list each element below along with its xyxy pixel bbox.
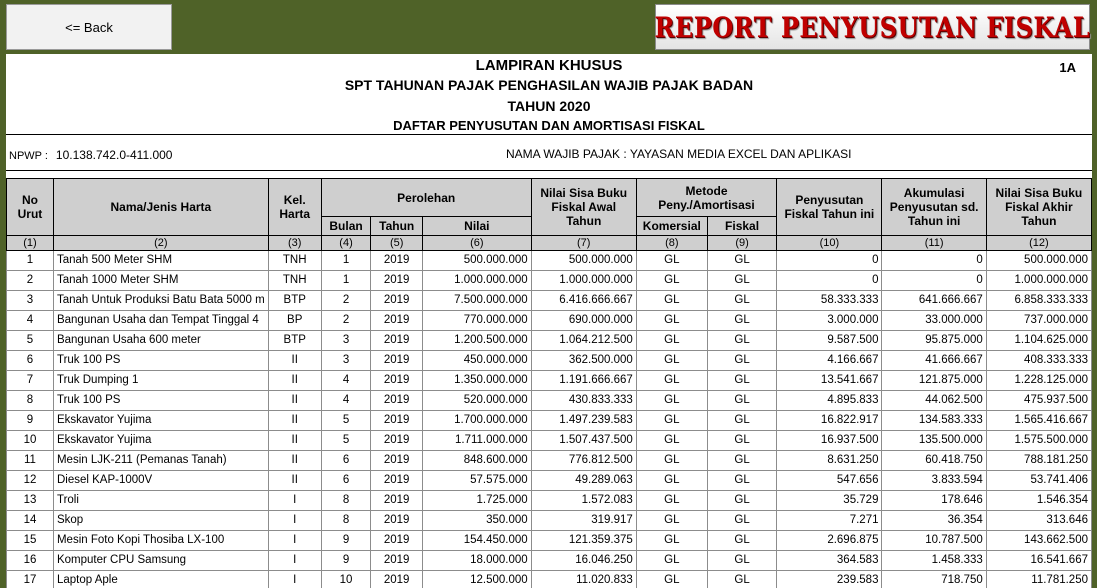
cell-bulan[interactable]: 5 bbox=[321, 431, 371, 451]
table-row bbox=[7, 471, 1092, 491]
report-title: REPORT PENYUSUTAN FISKAL bbox=[654, 10, 1091, 44]
cell-komersial[interactable]: GL bbox=[636, 251, 707, 271]
cell-komersial[interactable]: GL bbox=[636, 291, 707, 311]
cell-nilai[interactable]: 1.700.000.000 bbox=[423, 411, 532, 431]
cell-nama[interactable]: Truk 100 PS bbox=[53, 351, 268, 371]
cell-nama[interactable]: Tanah 1000 Meter SHM bbox=[53, 271, 268, 291]
col-kel-harta: Kel. Harta bbox=[268, 179, 321, 236]
document-header bbox=[6, 54, 1092, 135]
cell-no[interactable]: 3 bbox=[7, 291, 54, 311]
cell-kel[interactable]: BTP bbox=[268, 291, 321, 311]
cell-fiskal[interactable]: GL bbox=[707, 411, 776, 431]
col-komersial: Komersial bbox=[636, 217, 707, 236]
report-title-banner bbox=[655, 4, 1090, 50]
cell-kel[interactable]: BP bbox=[268, 311, 321, 331]
cell-sisa-akhir[interactable]: 53.741.406 bbox=[986, 471, 1091, 491]
col-sisa-awal: Nilai Sisa Buku Fiskal Awal Tahun bbox=[531, 179, 636, 236]
cell-tahun[interactable]: 2019 bbox=[371, 571, 423, 588]
col-sisa-akhir: Nilai Sisa Buku Fiskal Akhir Tahun bbox=[986, 179, 1091, 236]
cell-sisa-akhir[interactable]: 788.181.250 bbox=[986, 451, 1091, 471]
cell-nama[interactable]: Mesin LJK-211 (Pemanas Tanah) bbox=[53, 451, 268, 471]
col-metode: Metode Peny./Amortisasi bbox=[636, 179, 776, 217]
cell-tahun[interactable]: 2019 bbox=[371, 291, 423, 311]
cell-nilai[interactable]: 1.200.500.000 bbox=[423, 331, 532, 351]
col-bulan: Bulan bbox=[321, 217, 371, 236]
header-line-4: DAFTAR PENYUSUTAN DAN AMORTISASI FISKAL bbox=[393, 118, 705, 133]
cell-fiskal[interactable]: GL bbox=[707, 471, 776, 491]
cell-nilai[interactable]: 1.350.000.000 bbox=[423, 371, 532, 391]
back-button[interactable]: <= Back bbox=[6, 4, 172, 50]
cell-komersial[interactable]: GL bbox=[636, 491, 707, 511]
cell-nama[interactable]: Bangunan Usaha dan Tempat Tinggal 4 bbox=[53, 311, 268, 331]
cell-sisa-akhir[interactable]: 1.546.354 bbox=[986, 491, 1091, 511]
cell-nama[interactable]: Troli bbox=[53, 491, 268, 511]
cell-bulan[interactable]: 2 bbox=[321, 291, 371, 311]
cell-fiskal[interactable]: GL bbox=[707, 391, 776, 411]
cell-bulan[interactable]: 1 bbox=[321, 271, 371, 291]
cell-fiskal[interactable]: GL bbox=[707, 511, 776, 531]
header-line-2: SPT TAHUNAN PAJAK PENGHASILAN WAJIB PAJAK BADAN bbox=[344, 77, 754, 93]
cell-tahun[interactable]: 2019 bbox=[371, 411, 423, 431]
cell-komersial[interactable]: GL bbox=[636, 451, 707, 471]
cell-tahun[interactable]: 2019 bbox=[371, 371, 423, 391]
cell-kel[interactable]: TNH bbox=[268, 271, 321, 291]
cell-fiskal[interactable]: GL bbox=[707, 431, 776, 451]
cell-no[interactable]: 1 bbox=[7, 251, 54, 271]
cell-no[interactable]: 7 bbox=[7, 371, 54, 391]
col-penyusutan: Penyusutan Fiskal Tahun ini bbox=[777, 179, 882, 236]
cell-nama[interactable]: Komputer CPU Samsung bbox=[53, 551, 268, 571]
cell-bulan[interactable]: 5 bbox=[321, 411, 371, 431]
cell-komersial[interactable]: GL bbox=[636, 531, 707, 551]
table-row bbox=[7, 431, 1092, 451]
cell-tahun[interactable]: 2019 bbox=[371, 491, 423, 511]
cell-penyusutan[interactable]: 239.583 bbox=[777, 571, 882, 588]
cell-no[interactable]: 12 bbox=[7, 471, 54, 491]
header-line-1: LAMPIRAN KHUSUS bbox=[475, 57, 623, 74]
cell-penyusutan[interactable]: 0 bbox=[777, 251, 882, 271]
cell-akumulasi[interactable]: 3.833.594 bbox=[882, 471, 986, 491]
cell-kel[interactable]: I bbox=[268, 531, 321, 551]
cell-tahun[interactable]: 2019 bbox=[371, 531, 423, 551]
cell-akumulasi[interactable]: 718.750 bbox=[882, 571, 986, 588]
table-row bbox=[7, 491, 1092, 511]
cell-penyusutan[interactable]: 4.166.667 bbox=[777, 351, 882, 371]
cell-nama[interactable]: Skop bbox=[53, 511, 268, 531]
col-akumulasi: Akumulasi Penyusutan sd. Tahun ini bbox=[882, 179, 986, 236]
cell-penyusutan[interactable]: 13.541.667 bbox=[777, 371, 882, 391]
cell-kel[interactable]: I bbox=[268, 491, 321, 511]
cell-nama[interactable]: Ekskavator Yujima bbox=[53, 431, 268, 451]
npwp-value: 10.138.742.0-411.000 bbox=[55, 148, 173, 162]
cell-sisa-akhir[interactable]: 408.333.333 bbox=[986, 351, 1091, 371]
cell-nilai[interactable]: 450.000.000 bbox=[423, 351, 532, 371]
cell-komersial[interactable]: GL bbox=[636, 351, 707, 371]
cell-akumulasi[interactable]: 1.458.333 bbox=[882, 551, 986, 571]
cell-sisa-awal[interactable]: 1.000.000.000 bbox=[531, 271, 636, 291]
cell-komersial[interactable]: GL bbox=[636, 391, 707, 411]
cell-nilai[interactable]: 18.000.000 bbox=[423, 551, 532, 571]
cell-no[interactable]: 10 bbox=[7, 431, 54, 451]
cell-nilai[interactable]: 12.500.000 bbox=[423, 571, 532, 588]
cell-nama[interactable]: Tanah 500 Meter SHM bbox=[53, 251, 268, 271]
cell-no[interactable]: 14 bbox=[7, 511, 54, 531]
cell-sisa-awal[interactable]: 776.812.500 bbox=[531, 451, 636, 471]
cell-sisa-awal[interactable]: 1.191.666.667 bbox=[531, 371, 636, 391]
cell-nama[interactable]: Truk 100 PS bbox=[53, 391, 268, 411]
cell-kel[interactable]: II bbox=[268, 391, 321, 411]
cell-nama[interactable]: Mesin Foto Kopi Thosiba LX-100 bbox=[53, 531, 268, 551]
cell-nilai[interactable]: 520.000.000 bbox=[423, 391, 532, 411]
col-tahun: Tahun bbox=[371, 217, 423, 236]
table-body bbox=[7, 251, 1092, 588]
cell-penyusutan[interactable]: 364.583 bbox=[777, 551, 882, 571]
cell-sisa-akhir[interactable]: 1.565.416.667 bbox=[986, 411, 1091, 431]
cell-akumulasi[interactable]: 60.418.750 bbox=[882, 451, 986, 471]
cell-nama[interactable]: Truk Dumping 1 bbox=[53, 371, 268, 391]
column-number: (9) bbox=[707, 236, 776, 251]
cell-komersial[interactable]: GL bbox=[636, 411, 707, 431]
cell-fiskal[interactable]: GL bbox=[707, 371, 776, 391]
cell-sisa-akhir[interactable]: 1.575.500.000 bbox=[986, 431, 1091, 451]
column-number: (6) bbox=[423, 236, 532, 251]
cell-nilai[interactable]: 57.575.000 bbox=[423, 471, 532, 491]
cell-kel[interactable]: II bbox=[268, 351, 321, 371]
table-row bbox=[7, 271, 1092, 291]
cell-bulan[interactable]: 6 bbox=[321, 451, 371, 471]
cell-fiskal[interactable]: GL bbox=[707, 551, 776, 571]
cell-sisa-akhir[interactable]: 1.104.625.000 bbox=[986, 331, 1091, 351]
cell-kel[interactable]: II bbox=[268, 451, 321, 471]
cell-sisa-awal[interactable]: 1.064.212.500 bbox=[531, 331, 636, 351]
cell-fiskal[interactable]: GL bbox=[707, 311, 776, 331]
table-row bbox=[7, 371, 1092, 391]
cell-sisa-awal[interactable]: 430.833.333 bbox=[531, 391, 636, 411]
cell-no[interactable]: 16 bbox=[7, 551, 54, 571]
cell-fiskal[interactable]: GL bbox=[707, 271, 776, 291]
cell-fiskal[interactable]: GL bbox=[707, 351, 776, 371]
column-number: (10) bbox=[777, 236, 882, 251]
table-row bbox=[7, 511, 1092, 531]
cell-tahun[interactable]: 2019 bbox=[371, 271, 423, 291]
cell-no[interactable]: 9 bbox=[7, 411, 54, 431]
cell-tahun[interactable]: 2019 bbox=[371, 511, 423, 531]
cell-kel[interactable]: II bbox=[268, 371, 321, 391]
cell-tahun[interactable]: 2019 bbox=[371, 391, 423, 411]
cell-tahun[interactable]: 2019 bbox=[371, 451, 423, 471]
column-number: (2) bbox=[53, 236, 268, 251]
cell-fiskal[interactable]: GL bbox=[707, 531, 776, 551]
cell-penyusutan[interactable]: 8.631.250 bbox=[777, 451, 882, 471]
cell-nilai[interactable]: 1.725.000 bbox=[423, 491, 532, 511]
cell-sisa-awal[interactable]: 1.572.083 bbox=[531, 491, 636, 511]
cell-akumulasi[interactable]: 44.062.500 bbox=[882, 391, 986, 411]
cell-tahun[interactable]: 2019 bbox=[371, 251, 423, 271]
cell-akumulasi[interactable]: 33.000.000 bbox=[882, 311, 986, 331]
col-fiskal: Fiskal bbox=[707, 217, 776, 236]
cell-penyusutan[interactable]: 547.656 bbox=[777, 471, 882, 491]
cell-penyusutan[interactable]: 35.729 bbox=[777, 491, 882, 511]
column-number: (1) bbox=[7, 236, 54, 251]
column-number: (11) bbox=[882, 236, 986, 251]
table-row bbox=[7, 311, 1092, 331]
cell-penyusutan[interactable]: 58.333.333 bbox=[777, 291, 882, 311]
cell-nama[interactable]: Diesel KAP-1000V bbox=[53, 471, 268, 491]
cell-penyusutan[interactable]: 3.000.000 bbox=[777, 311, 882, 331]
spreadsheet[interactable] bbox=[6, 54, 1092, 588]
table-row bbox=[7, 571, 1092, 588]
cell-penyusutan[interactable]: 2.696.875 bbox=[777, 531, 882, 551]
cell-tahun[interactable]: 2019 bbox=[371, 471, 423, 491]
table-row bbox=[7, 331, 1092, 351]
table-row bbox=[7, 251, 1092, 271]
col-nama-harta: Nama/Jenis Harta bbox=[53, 179, 268, 236]
cell-nilai[interactable]: 848.600.000 bbox=[423, 451, 532, 471]
column-number: (5) bbox=[371, 236, 423, 251]
cell-sisa-akhir[interactable]: 737.000.000 bbox=[986, 311, 1091, 331]
cell-sisa-awal[interactable]: 690.000.000 bbox=[531, 311, 636, 331]
cell-akumulasi[interactable]: 0 bbox=[882, 251, 986, 271]
cell-fiskal[interactable]: GL bbox=[707, 451, 776, 471]
cell-sisa-awal[interactable]: 319.917 bbox=[531, 511, 636, 531]
cell-no[interactable]: 11 bbox=[7, 451, 54, 471]
column-number: (7) bbox=[531, 236, 636, 251]
cell-penyusutan[interactable]: 16.822.917 bbox=[777, 411, 882, 431]
cell-akumulasi[interactable]: 36.354 bbox=[882, 511, 986, 531]
cell-penyusutan[interactable]: 7.271 bbox=[777, 511, 882, 531]
taxpayer-label: NAMA WAJIB PAJAK : bbox=[506, 147, 627, 161]
cell-kel[interactable]: II bbox=[268, 471, 321, 491]
cell-komersial[interactable]: GL bbox=[636, 471, 707, 491]
cell-sisa-akhir[interactable]: 16.541.667 bbox=[986, 551, 1091, 571]
cell-fiskal[interactable]: GL bbox=[707, 491, 776, 511]
table-row bbox=[7, 451, 1092, 471]
cell-tahun[interactable]: 2019 bbox=[371, 331, 423, 351]
column-number-row bbox=[7, 236, 1092, 251]
cell-nilai[interactable]: 500.000.000 bbox=[423, 251, 532, 271]
cell-nama[interactable]: Ekskavator Yujima bbox=[53, 411, 268, 431]
cell-akumulasi[interactable]: 134.583.333 bbox=[882, 411, 986, 431]
cell-akumulasi[interactable]: 95.875.000 bbox=[882, 331, 986, 351]
cell-bulan[interactable]: 1 bbox=[321, 251, 371, 271]
cell-nilai[interactable]: 1.000.000.000 bbox=[423, 271, 532, 291]
cell-sisa-akhir[interactable]: 6.858.333.333 bbox=[986, 291, 1091, 311]
table-row bbox=[7, 411, 1092, 431]
cell-no[interactable]: 15 bbox=[7, 531, 54, 551]
cell-sisa-akhir[interactable]: 1.000.000.000 bbox=[986, 271, 1091, 291]
cell-komersial[interactable]: GL bbox=[636, 331, 707, 351]
form-code: 1A bbox=[1059, 60, 1076, 75]
cell-komersial[interactable]: GL bbox=[636, 571, 707, 588]
cell-no[interactable]: 4 bbox=[7, 311, 54, 331]
cell-nama[interactable]: Laptop Aple bbox=[53, 571, 268, 588]
cell-kel[interactable]: II bbox=[268, 431, 321, 451]
cell-nilai[interactable]: 7.500.000.000 bbox=[423, 291, 532, 311]
cell-tahun[interactable]: 2019 bbox=[371, 351, 423, 371]
col-nilai: Nilai bbox=[423, 217, 532, 236]
cell-bulan[interactable]: 9 bbox=[321, 551, 371, 571]
cell-tahun[interactable]: 2019 bbox=[371, 431, 423, 451]
cell-komersial[interactable]: GL bbox=[636, 551, 707, 571]
cell-akumulasi[interactable]: 121.875.000 bbox=[882, 371, 986, 391]
column-number: (12) bbox=[986, 236, 1091, 251]
cell-akumulasi[interactable]: 135.500.000 bbox=[882, 431, 986, 451]
taxpayer-info-row bbox=[6, 134, 1092, 171]
cell-fiskal[interactable]: GL bbox=[707, 571, 776, 588]
cell-tahun[interactable]: 2019 bbox=[371, 311, 423, 331]
cell-nilai[interactable]: 154.450.000 bbox=[423, 531, 532, 551]
cell-bulan[interactable]: 10 bbox=[321, 571, 371, 588]
cell-bulan[interactable]: 8 bbox=[321, 511, 371, 531]
cell-bulan[interactable]: 3 bbox=[321, 331, 371, 351]
cell-fiskal[interactable]: GL bbox=[707, 331, 776, 351]
col-perolehan: Perolehan bbox=[321, 179, 531, 217]
cell-sisa-akhir[interactable]: 143.662.500 bbox=[986, 531, 1091, 551]
cell-nama[interactable]: Tanah Untuk Produksi Batu Bata 5000 m bbox=[53, 291, 268, 311]
cell-no[interactable]: 8 bbox=[7, 391, 54, 411]
column-number: (4) bbox=[321, 236, 371, 251]
taxpayer-name: YAYASAN MEDIA EXCEL DAN APLIKASI bbox=[629, 147, 852, 161]
cell-bulan[interactable]: 6 bbox=[321, 471, 371, 491]
cell-sisa-akhir[interactable]: 11.781.250 bbox=[986, 571, 1091, 588]
cell-komersial[interactable]: GL bbox=[636, 271, 707, 291]
cell-kel[interactable]: I bbox=[268, 571, 321, 588]
col-no-urut: No Urut bbox=[7, 179, 54, 236]
cell-komersial[interactable]: GL bbox=[636, 311, 707, 331]
cell-no[interactable]: 5 bbox=[7, 331, 54, 351]
cell-nilai[interactable]: 770.000.000 bbox=[423, 311, 532, 331]
header-line-3: TAHUN 2020 bbox=[507, 98, 591, 114]
cell-kel[interactable]: II bbox=[268, 411, 321, 431]
cell-bulan[interactable]: 8 bbox=[321, 491, 371, 511]
cell-bulan[interactable]: 4 bbox=[321, 371, 371, 391]
column-number: (8) bbox=[636, 236, 707, 251]
cell-no[interactable]: 13 bbox=[7, 491, 54, 511]
cell-sisa-awal[interactable]: 1.507.437.500 bbox=[531, 431, 636, 451]
cell-nilai[interactable]: 1.711.000.000 bbox=[423, 431, 532, 451]
cell-no[interactable]: 6 bbox=[7, 351, 54, 371]
cell-sisa-awal[interactable]: 121.359.375 bbox=[531, 531, 636, 551]
cell-kel[interactable]: BTP bbox=[268, 331, 321, 351]
table-row bbox=[7, 551, 1092, 571]
cell-akumulasi[interactable]: 0 bbox=[882, 271, 986, 291]
cell-komersial[interactable]: GL bbox=[636, 511, 707, 531]
cell-penyusutan[interactable]: 4.895.833 bbox=[777, 391, 882, 411]
table-row bbox=[7, 531, 1092, 551]
npwp-label: NPWP : bbox=[9, 150, 48, 162]
cell-no[interactable]: 17 bbox=[7, 571, 54, 588]
cell-sisa-awal[interactable]: 11.020.833 bbox=[531, 571, 636, 588]
cell-sisa-awal[interactable]: 6.416.666.667 bbox=[531, 291, 636, 311]
cell-penyusutan[interactable]: 16.937.500 bbox=[777, 431, 882, 451]
cell-bulan[interactable]: 4 bbox=[321, 391, 371, 411]
cell-komersial[interactable]: GL bbox=[636, 371, 707, 391]
cell-sisa-akhir[interactable]: 313.646 bbox=[986, 511, 1091, 531]
column-number: (3) bbox=[268, 236, 321, 251]
cell-sisa-awal[interactable]: 16.046.250 bbox=[531, 551, 636, 571]
cell-kel[interactable]: TNH bbox=[268, 251, 321, 271]
cell-nama[interactable]: Bangunan Usaha 600 meter bbox=[53, 331, 268, 351]
cell-fiskal[interactable]: GL bbox=[707, 251, 776, 271]
cell-sisa-awal[interactable]: 362.500.000 bbox=[531, 351, 636, 371]
cell-bulan[interactable]: 2 bbox=[321, 311, 371, 331]
cell-sisa-awal[interactable]: 49.289.063 bbox=[531, 471, 636, 491]
table-row bbox=[7, 391, 1092, 411]
cell-penyusutan[interactable]: 9.587.500 bbox=[777, 331, 882, 351]
cell-sisa-awal[interactable]: 500.000.000 bbox=[531, 251, 636, 271]
depreciation-table bbox=[6, 178, 1092, 588]
cell-akumulasi[interactable]: 178.646 bbox=[882, 491, 986, 511]
cell-sisa-akhir[interactable]: 475.937.500 bbox=[986, 391, 1091, 411]
cell-akumulasi[interactable]: 41.666.667 bbox=[882, 351, 986, 371]
cell-bulan[interactable]: 9 bbox=[321, 531, 371, 551]
cell-sisa-akhir[interactable]: 500.000.000 bbox=[986, 251, 1091, 271]
table-row bbox=[7, 291, 1092, 311]
cell-nilai[interactable]: 350.000 bbox=[423, 511, 532, 531]
cell-kel[interactable]: I bbox=[268, 551, 321, 571]
cell-komersial[interactable]: GL bbox=[636, 431, 707, 451]
cell-tahun[interactable]: 2019 bbox=[371, 551, 423, 571]
cell-sisa-akhir[interactable]: 1.228.125.000 bbox=[986, 371, 1091, 391]
table-row bbox=[7, 351, 1092, 371]
cell-akumulasi[interactable]: 10.787.500 bbox=[882, 531, 986, 551]
cell-no[interactable]: 2 bbox=[7, 271, 54, 291]
cell-akumulasi[interactable]: 641.666.667 bbox=[882, 291, 986, 311]
cell-fiskal[interactable]: GL bbox=[707, 291, 776, 311]
cell-bulan[interactable]: 3 bbox=[321, 351, 371, 371]
cell-sisa-awal[interactable]: 1.497.239.583 bbox=[531, 411, 636, 431]
cell-penyusutan[interactable]: 0 bbox=[777, 271, 882, 291]
cell-kel[interactable]: I bbox=[268, 511, 321, 531]
